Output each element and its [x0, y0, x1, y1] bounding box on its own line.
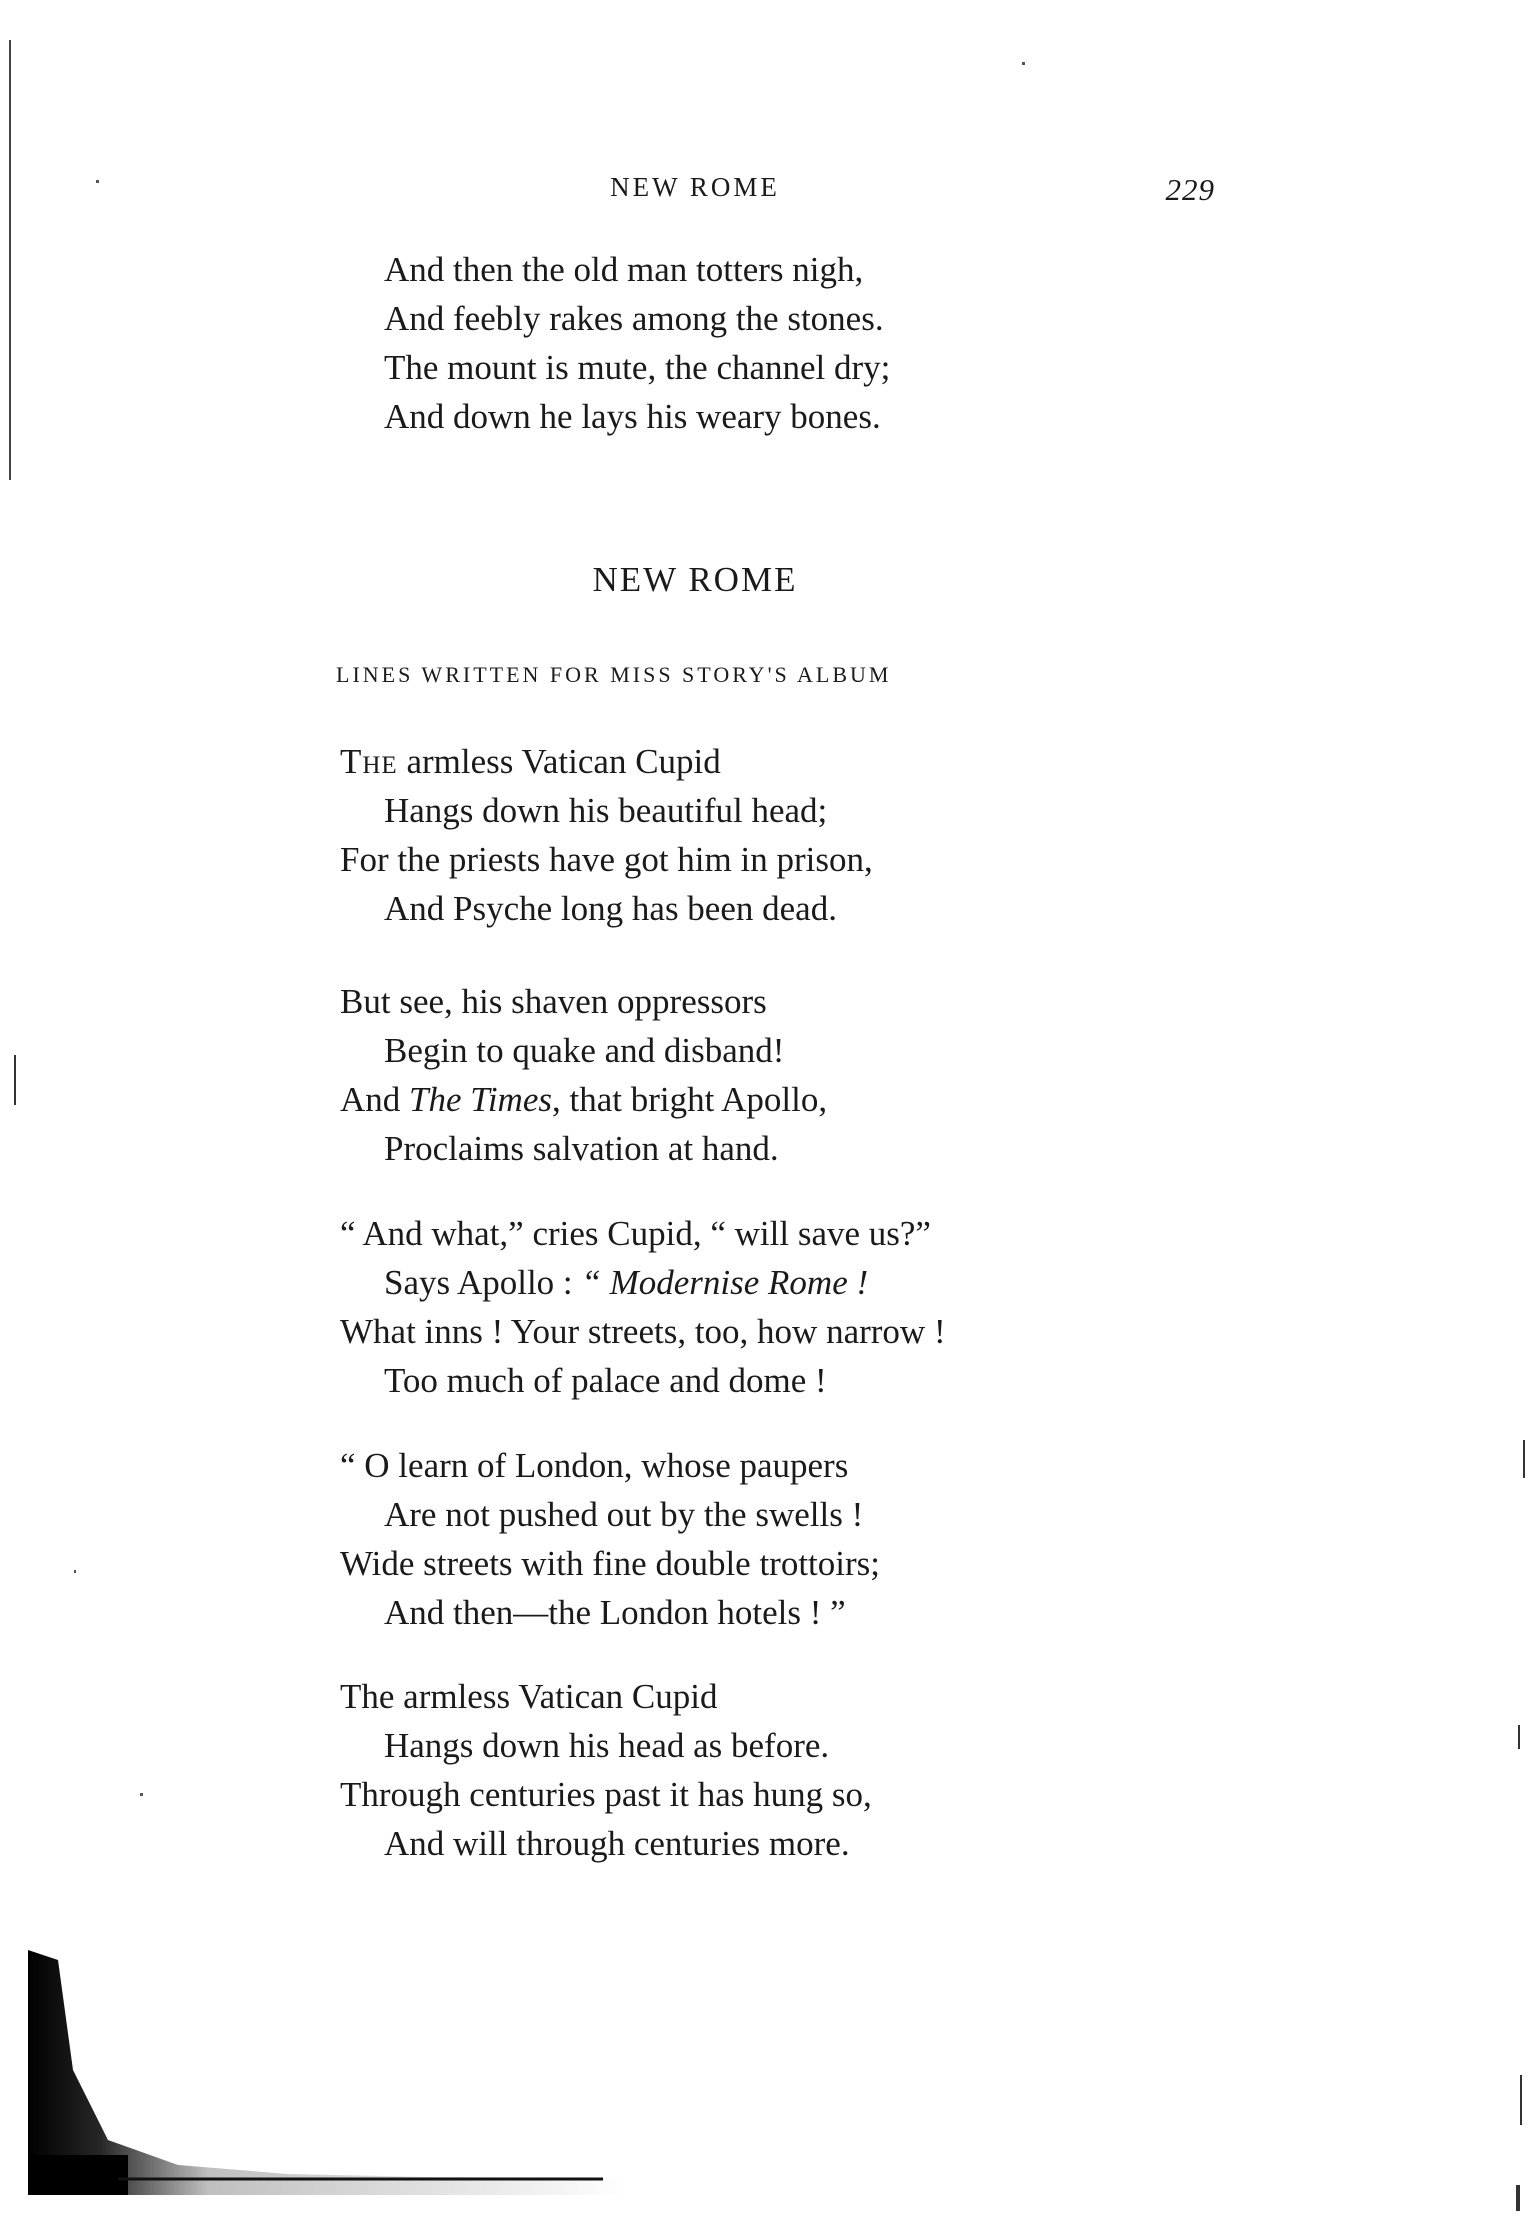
- running-head: [0, 168, 1535, 212]
- verse-text: Says Apollo :: [384, 1263, 582, 1302]
- verse-line: Wide streets with fine double trottoirs;: [340, 1544, 881, 1583]
- verse-line: Proclaims salvation at hand.: [384, 1129, 779, 1168]
- verse-text: And: [340, 1080, 410, 1119]
- verse-line: Hangs down his beautiful head;: [384, 791, 828, 830]
- verse-line: The mount is mute, the channel dry;: [384, 348, 891, 387]
- scan-edge-mark: [14, 1055, 16, 1105]
- verse-line: And will through centuries more.: [384, 1824, 850, 1863]
- poem-subtitle: LINES WRITTEN FOR MISS STORY'S ALBUM: [336, 662, 892, 687]
- scan-edge-mark: [1518, 1725, 1520, 1749]
- verse-line: For the priests have got him in prison,: [340, 840, 873, 879]
- stanza-2: [340, 977, 827, 1173]
- running-title: NEW ROME: [610, 172, 780, 202]
- verse-italic-text: “ Modernise Rome !: [581, 1263, 869, 1302]
- verse-line: And then—the London hotels ! ”: [384, 1593, 846, 1632]
- scan-edge-mark: [1516, 2185, 1520, 2211]
- scan-edge-mark: [1520, 2075, 1522, 2125]
- verse-line: And then the old man totters nigh,: [384, 250, 864, 289]
- scan-edge-mark: [1523, 1440, 1525, 1478]
- verse-line: But see, his shaven oppressors: [340, 982, 767, 1021]
- stanza-4: [340, 1441, 880, 1637]
- verse-line: And feebly rakes among the stones.: [384, 299, 884, 338]
- verse-line: [340, 1258, 946, 1307]
- scan-speck: [1022, 62, 1025, 65]
- verse-line: “ O learn of London, whose paupers: [340, 1446, 849, 1485]
- verse-line: “ And what,” cries Cupid, “ will save us?”: [340, 1214, 931, 1253]
- verse-line: The armless Vatican Cupid: [340, 1677, 718, 1716]
- verse-line: Hangs down his head as before.: [384, 1726, 830, 1765]
- verse-line: Through centuries past it has hung so,: [340, 1775, 872, 1814]
- verse-text: armless Vatican Cupid: [397, 742, 721, 781]
- scan-speck: [140, 1793, 143, 1796]
- verse-line: What inns ! Your streets, too, how narrow !: [340, 1312, 946, 1351]
- verse-line: Begin to quake and disband!: [384, 1031, 785, 1070]
- verse-line: Too much of palace and dome !: [384, 1361, 827, 1400]
- stanza-5: [340, 1672, 872, 1868]
- drop-word: The: [340, 742, 398, 781]
- scan-speck: [74, 1570, 76, 1573]
- stanza-1: [340, 737, 873, 933]
- verse-line: [340, 737, 873, 786]
- verse-text: , that bright Apollo,: [551, 1080, 828, 1119]
- previous-poem-ending: [384, 245, 890, 441]
- scan-shadow-corner: [28, 1950, 628, 2195]
- binding-edge-line: [9, 40, 11, 480]
- verse-line: And Psyche long has been dead.: [384, 889, 837, 928]
- stanza-3: [340, 1209, 946, 1405]
- verse-line: [340, 1075, 827, 1124]
- verse-line: And down he lays his weary bones.: [384, 397, 881, 436]
- poem-title: NEW ROME: [592, 560, 798, 599]
- page-number: 229: [1165, 172, 1215, 207]
- verse-line: Are not pushed out by the swells !: [384, 1495, 864, 1534]
- newspaper-title: The Times: [409, 1080, 552, 1119]
